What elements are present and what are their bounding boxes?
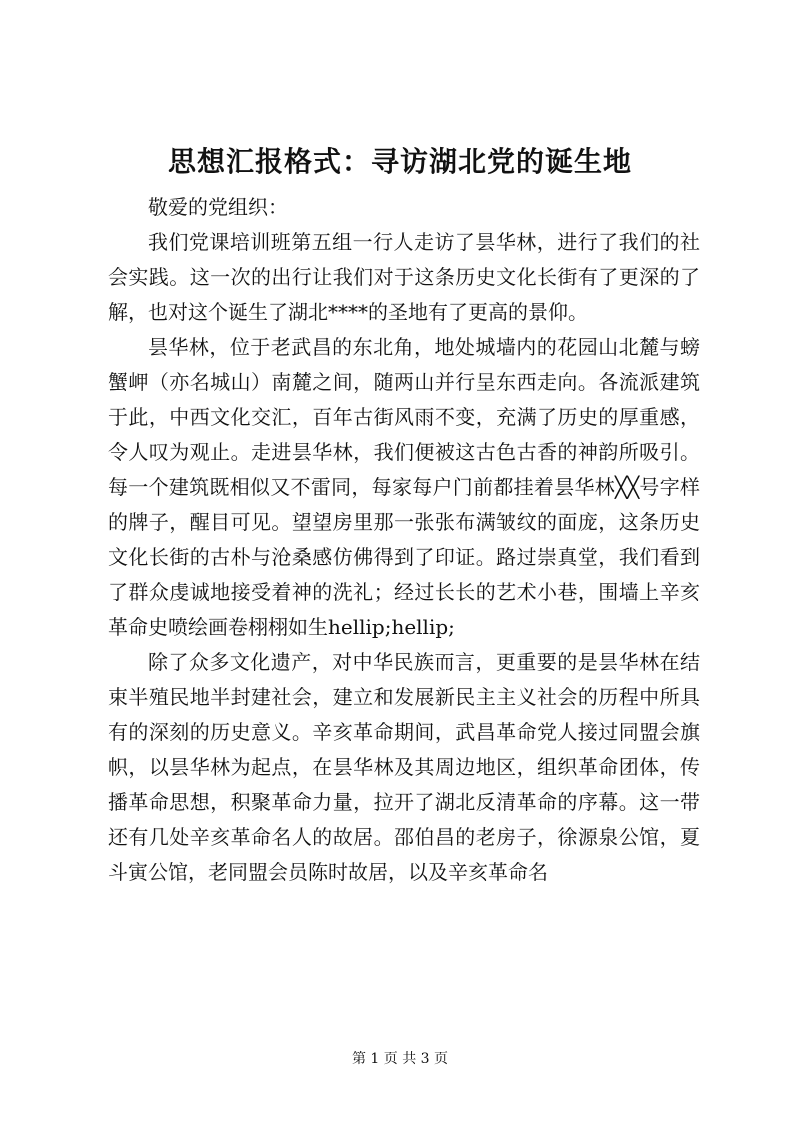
paragraph-3: 除了众多文化遗产，对中华民族而言，更重要的是昙华林在结束半殖民地半封建社会，建立和发展新民主主义社会的历程中所具有的深刻的历史意义。辛亥革命期间，武昌革命党人接过同盟会旗帜，以昙华林为起点，在昙华林及其周边地区，组织革命团体，传播革命思想，积聚革命力量，拉开了湖北反清革命的序幕。这一带还有几处辛亥革命名人的故居。邵伯昌的老房子，徐源泉公馆，夏斗寅公馆，老同盟会员陈时故居，以及辛亥革命名 [108,650,700,884]
document-body [108,190,700,890]
paragraph-2: 昙华林，位于老武昌的东北角，地处城墙内的花园山北麓与螃蟹岬（亦名城山）南麓之间，随两山并行呈东西走向。各流派建筑于此，中西文化交汇，百年古街风雨不变，充满了历史的厚重感，令人叹为观止。走进昙华林，我们便被这古色古香的神韵所吸引。每一个建筑既相似又不雷同，每家每户门前都挂着昙华林╳╳号字样的牌子，醒目可见。望望房里那一张张布满皱纹的面庞，这条历史文化长街的古朴与沧桑感仿佛得到了印证。路过崇真堂，我们看到了群众虔诚地接受着神的洗礼；经过长长的艺术小巷，围墙上辛亥革命史喷绘画卷栩栩如生hellip;hellip; [108,335,700,639]
paragraph-1: 我们党课培训班第五组一行人走访了昙华林，进行了我们的社会实践。这一次的出行让我们对于这条历史文化长街有了更深的了解，也对这个诞生了湖北****的圣地有了更高的景仰。 [108,230,700,324]
salutation: 敬爱的党组织： [148,195,288,219]
document-title: 思想汇报格式：寻访湖北党的诞生地 [167,145,632,178]
page-footer: 第 1 页 共 3 页 [351,1051,449,1067]
